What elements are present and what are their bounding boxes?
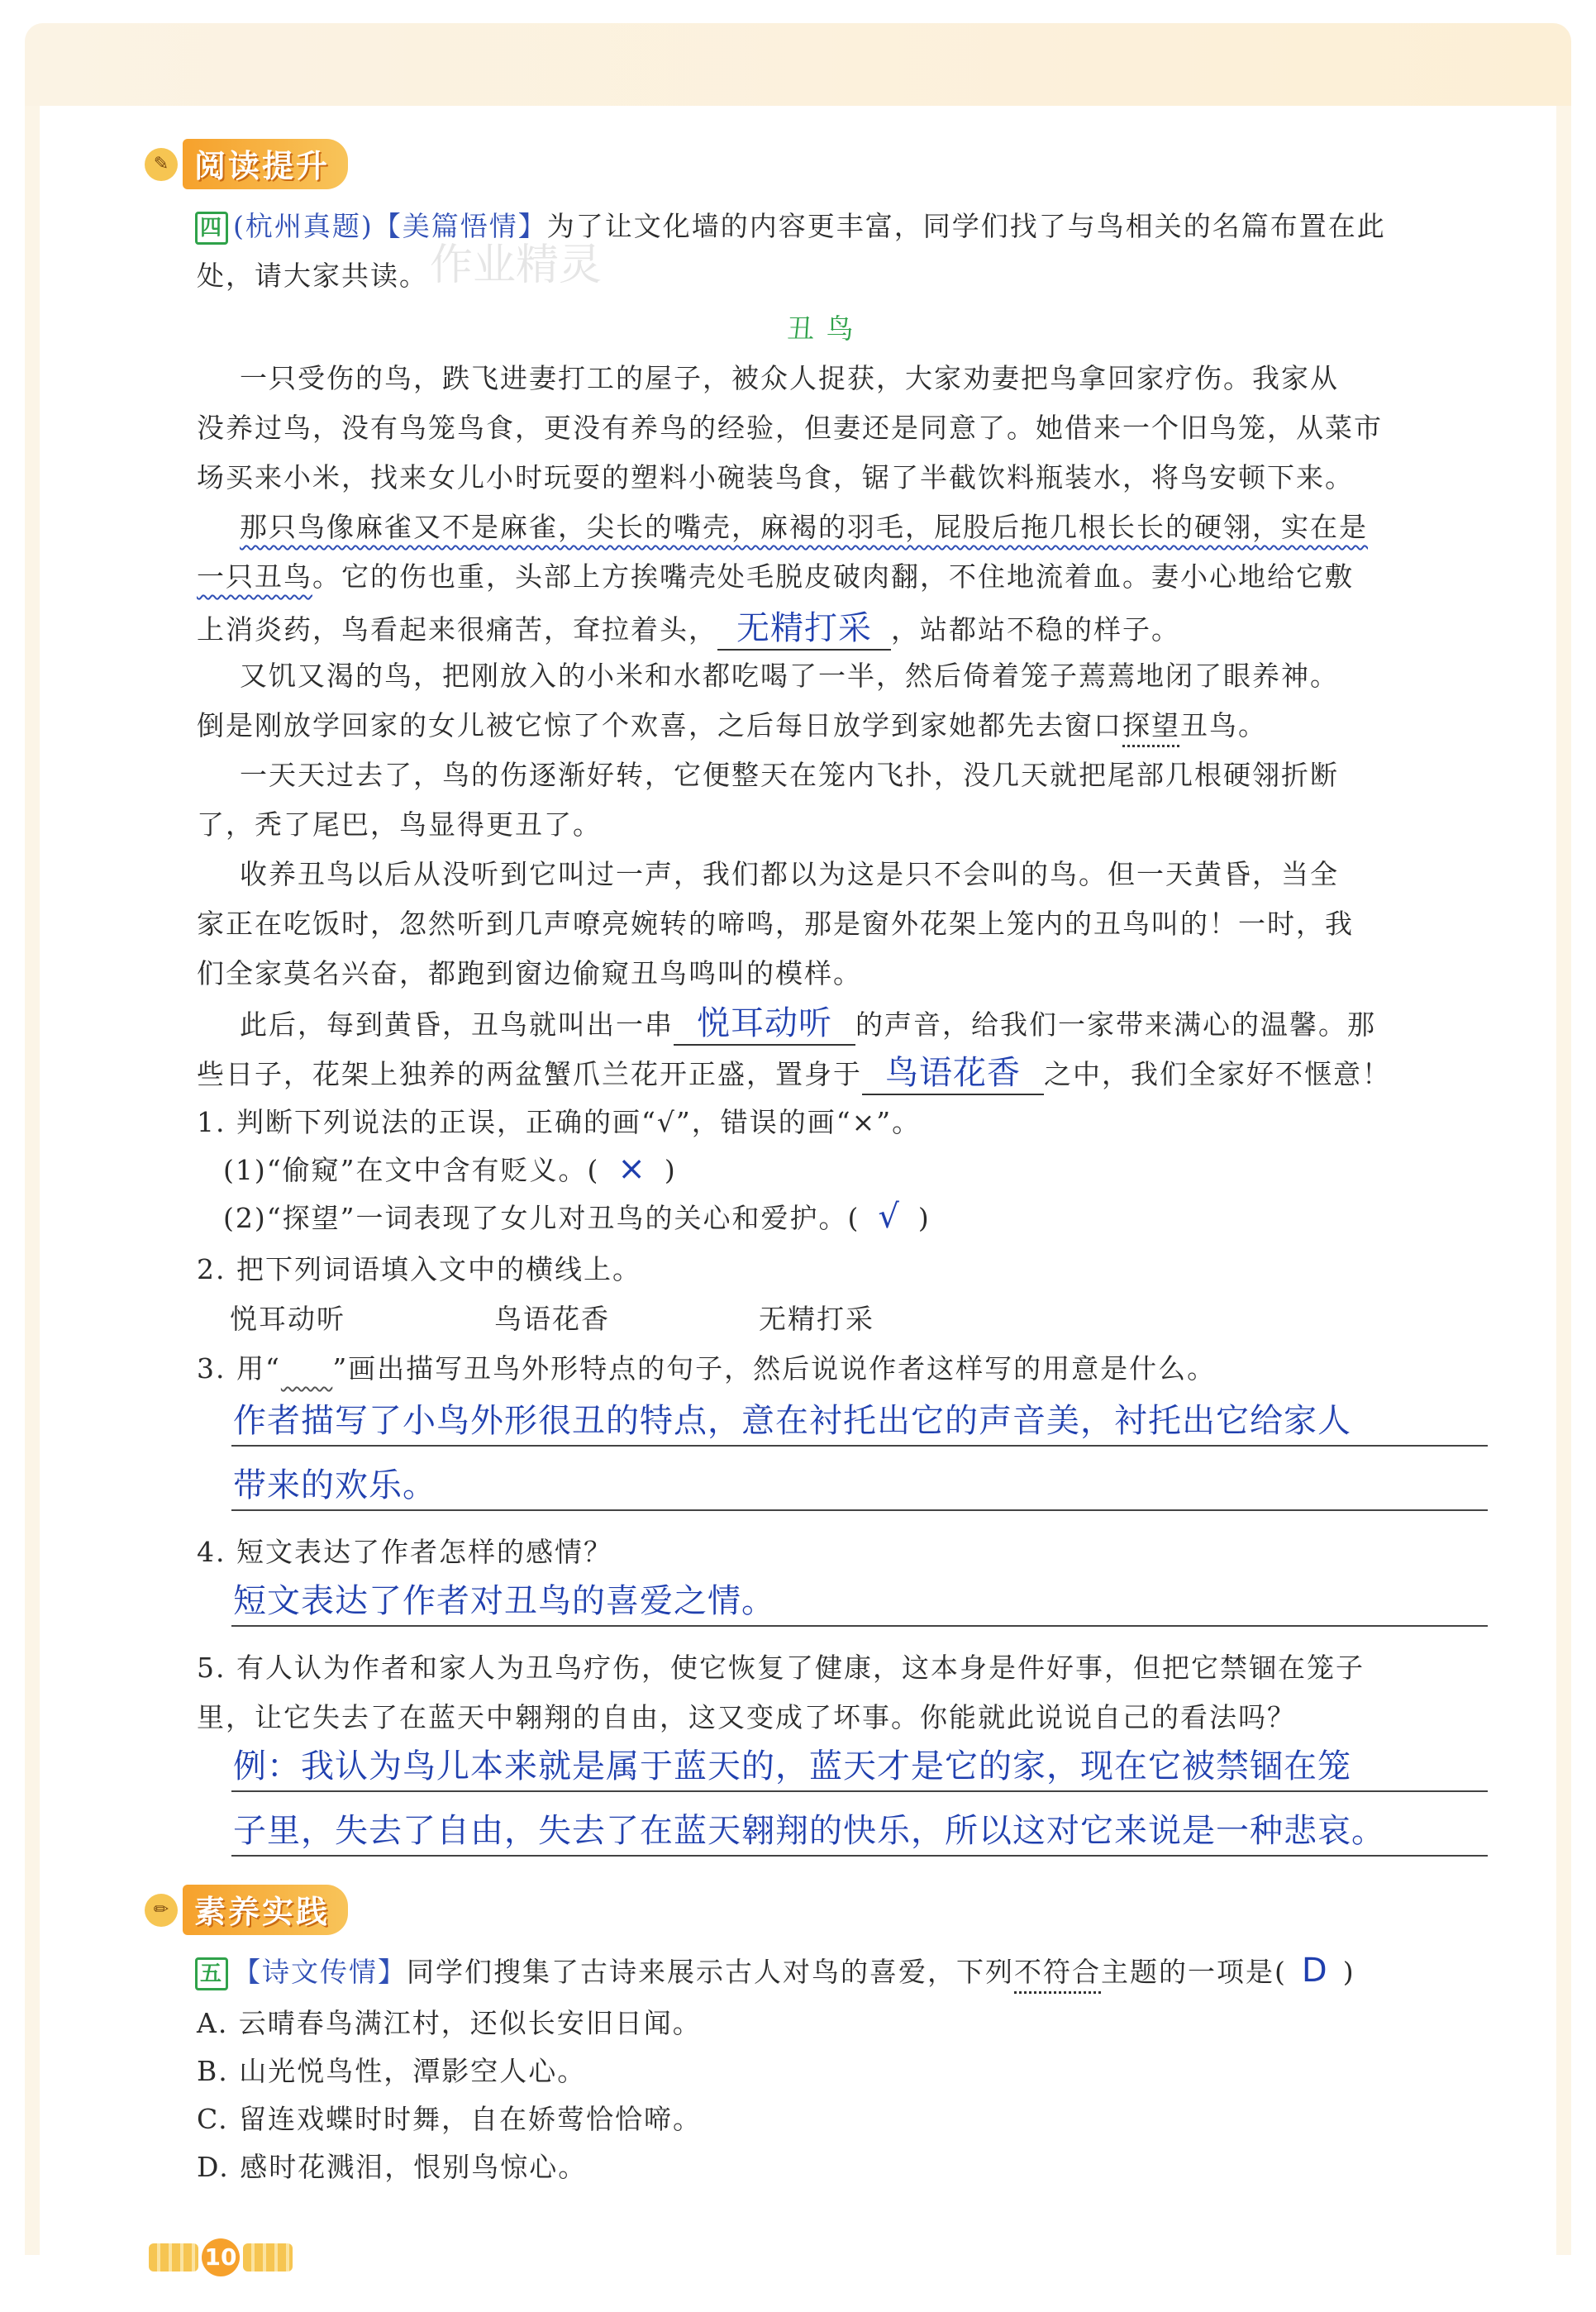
word-option: 无精打采 — [759, 1303, 874, 1335]
question-2: 2. 把下列词语填入文中的横线上。 — [197, 1253, 641, 1285]
handwritten-answer: 作者描写了小鸟外形很丑的特点，意在衬托出它的声音美，衬托出它给家人 — [233, 1402, 1351, 1440]
handwritten-answer: 带来的欢乐。 — [233, 1466, 436, 1504]
paragraph-line: 又饥又渴的鸟，把刚放入的小米和水都吃喝了一半，然后倚着笼子蔫蔫地闭了眼养神。 — [240, 660, 1339, 692]
paragraph-text: 些日子，花架上独养的两盆蟹爪兰花开正盛，置身于 — [197, 1058, 862, 1090]
fill-blank-answer: 鸟语花香 — [862, 1046, 1044, 1095]
paragraph-text: 倒是刚放学回家的女儿被它惊了个欢喜，之后每日放学到家她都先去窗口 — [197, 709, 1122, 741]
paragraph-line — [197, 704, 1267, 743]
word-option: 鸟语花香 — [494, 1303, 610, 1335]
question-category: 【诗文传情】 — [233, 1956, 407, 1988]
page-border-right — [1556, 106, 1571, 2255]
emphasis-dotted-word: 探望 — [1122, 709, 1180, 741]
paragraph-text: 此后，每到黄昏，丑鸟就叫出一串 — [240, 1008, 674, 1041]
answer-line — [231, 1461, 1488, 1511]
question-number-tag: 四 — [195, 212, 228, 245]
handwritten-answer: 子里，失去了自由，失去了在蓝天翱翔的快乐，所以这对它来说是一种悲哀。 — [233, 1812, 1385, 1850]
page-decoration — [243, 2243, 293, 2271]
bracket: ) — [1342, 1956, 1355, 1988]
pencil-icon: ✏ — [145, 1894, 178, 1927]
paragraph-text: 之中，我们全家好不惬意！ — [1044, 1058, 1391, 1090]
question-text: 主题的一项是( — [1101, 1956, 1287, 1988]
bracket: ) — [917, 1202, 931, 1234]
handwritten-answer: 短文表达了作者对丑鸟的喜爱之情。 — [233, 1582, 775, 1620]
wavy-underlined-text: 一只丑鸟 — [197, 560, 312, 593]
question-text: ”画出描写丑鸟外形特点的句子，然后说说作者这样写的用意是什么。 — [332, 1352, 1217, 1385]
question-intro — [195, 205, 1386, 245]
option-b: B. 山光悦鸟性，潭影空人心。 — [197, 2055, 587, 2087]
paragraph-line: 一只受伤的鸟，跌飞进妻打工的屋子，被众人捉获，大家劝妻把鸟拿回家疗伤。我家从 — [240, 362, 1339, 394]
wavy-line-symbol — [281, 1352, 332, 1385]
question-text: (1)“偷窥”在文中含有贬义。( — [223, 1154, 600, 1186]
paragraph-line: 家正在吃饭时，忽然听到几声嘹亮婉转的啼鸣，那是窗外花架上笼内的丑鸟叫的！一时，我 — [197, 908, 1354, 940]
question-1-2 — [223, 1197, 931, 1236]
section-title: 阅读提升 — [183, 139, 348, 189]
fill-blank-answer: 悦耳动听 — [674, 997, 855, 1046]
answer-mark: √ — [878, 1198, 900, 1236]
section-title: 素养实践 — [183, 1885, 348, 1935]
word-option: 悦耳动听 — [230, 1303, 345, 1335]
question-3 — [197, 1347, 1216, 1386]
question-text: 3. 用“ — [197, 1352, 281, 1385]
answer-choice: D — [1301, 1952, 1328, 1990]
bracket: ) — [664, 1154, 677, 1186]
paragraph-text: 上消炎药，鸟看起来很痛苦，耷拉着头， — [197, 613, 717, 646]
question-category: 【美篇悟情】 — [373, 210, 547, 242]
answer-mark: × — [617, 1150, 646, 1188]
question-5-section — [195, 1951, 1355, 1990]
paragraph-line: 没养过鸟，没有鸟笼鸟食，更没有养鸟的经验，但妻还是同意了。她借来一个旧鸟笼，从菜市 — [197, 412, 1383, 444]
page-decoration — [149, 2243, 198, 2271]
question-5-line2: 里，让它失去了在蓝天中翱翔的自由，这又变成了坏事。你能就此说说自己的看法吗？ — [197, 1701, 1296, 1733]
paragraph-line: 了，秃了尾巴，鸟显得更丑了。 — [197, 808, 602, 841]
option-d: D. 感时花溅泪，恨别鸟惊心。 — [197, 2151, 588, 2183]
section-header-reading — [145, 139, 348, 189]
paragraph-line: 一天天过去了，鸟的伤逐渐好转，它便整天在笼内飞扑，没几天就把尾部几根硬翎折断 — [240, 759, 1339, 791]
page-number-badge — [149, 2238, 293, 2276]
question-source: (杭州真题) — [233, 210, 374, 242]
option-c: C. 留连戏蝶时时舞，自在娇莺恰恰啼。 — [197, 2103, 703, 2135]
answer-line — [231, 1577, 1488, 1627]
paragraph-text: 丑鸟。 — [1180, 709, 1267, 741]
paragraph-line-underlined: 那只鸟像麻雀又不是麻雀，尖长的嘴壳，麻褐的羽毛，屁股后拖几根长长的硬翎，实在是 — [240, 511, 1368, 543]
paragraph-text: ，站都站不稳的样子。 — [891, 613, 1180, 646]
question-1: 1. 判断下列说法的正误，正确的画“√”，错误的画“×”。 — [197, 1106, 922, 1138]
question-number-tag: 五 — [195, 1957, 228, 1990]
emphasis-dotted-word: 不符合 — [1014, 1956, 1101, 1988]
book-icon: ✎ — [145, 148, 178, 181]
paragraph-line: 场买来小米，找来女儿小时玩耍的塑料小碗装鸟食，锯了半截饮料瓶装水，将鸟安顿下来。 — [197, 461, 1354, 493]
answer-line — [231, 1807, 1488, 1857]
option-a: A. 云晴春鸟满江村，还似长安旧日闻。 — [197, 2007, 702, 2039]
handwritten-answer: 例：我认为鸟儿本来就是属于蓝天的，蓝天才是它的家，现在它被禁锢在笼 — [233, 1747, 1351, 1785]
page-border-left — [25, 106, 40, 2255]
intro-text: 为了让文化墙的内容更丰富，同学们找了与鸟相关的名篇布置在此 — [546, 210, 1386, 242]
answer-line — [231, 1397, 1488, 1447]
section-header-practice — [145, 1885, 348, 1935]
watermark: 作业精灵 — [430, 241, 603, 290]
question-1-1 — [223, 1149, 677, 1188]
paragraph-line: 收养丑鸟以后从没听到它叫过一声，我们都以为这是只不会叫的鸟。但一天黄昏，当全 — [240, 858, 1339, 890]
paragraph-line: 们全家莫名兴奋，都跑到窗边偷窥丑鸟鸣叫的模样。 — [197, 957, 862, 989]
paragraph-text: 的声音，给我们一家带来满心的温馨。那 — [855, 1008, 1376, 1041]
paragraph-line — [197, 555, 1354, 594]
paragraph-line — [197, 602, 1180, 651]
intro-text-line2: 处，请大家共读。 — [197, 260, 428, 292]
question-text: 同学们搜集了古诗来展示古人对鸟的喜爱，下列 — [407, 1956, 1014, 1988]
fill-blank-answer: 无精打采 — [717, 602, 891, 651]
paragraph-text: 。它的伤也重，头部上方挨嘴壳处毛脱皮破肉翻，不住地流着血。妻小心地给它敷 — [312, 560, 1354, 593]
story-title: 丑 鸟 — [787, 312, 855, 345]
question-4: 4. 短文表达了作者怎样的感情？ — [197, 1536, 612, 1568]
paragraph-line — [240, 997, 1376, 1046]
page-header-band — [25, 23, 1571, 106]
answer-line — [231, 1742, 1488, 1792]
page-number: 10 — [202, 2238, 240, 2276]
question-text: (2)“探望”一词表现了女儿对丑鸟的关心和爱护。( — [223, 1202, 860, 1234]
question-5: 5. 有人认为作者和家人为丑鸟疗伤，使它恢复了健康，这本身是件好事，但把它禁锢在笼子 — [197, 1652, 1365, 1684]
paragraph-line — [197, 1046, 1391, 1095]
